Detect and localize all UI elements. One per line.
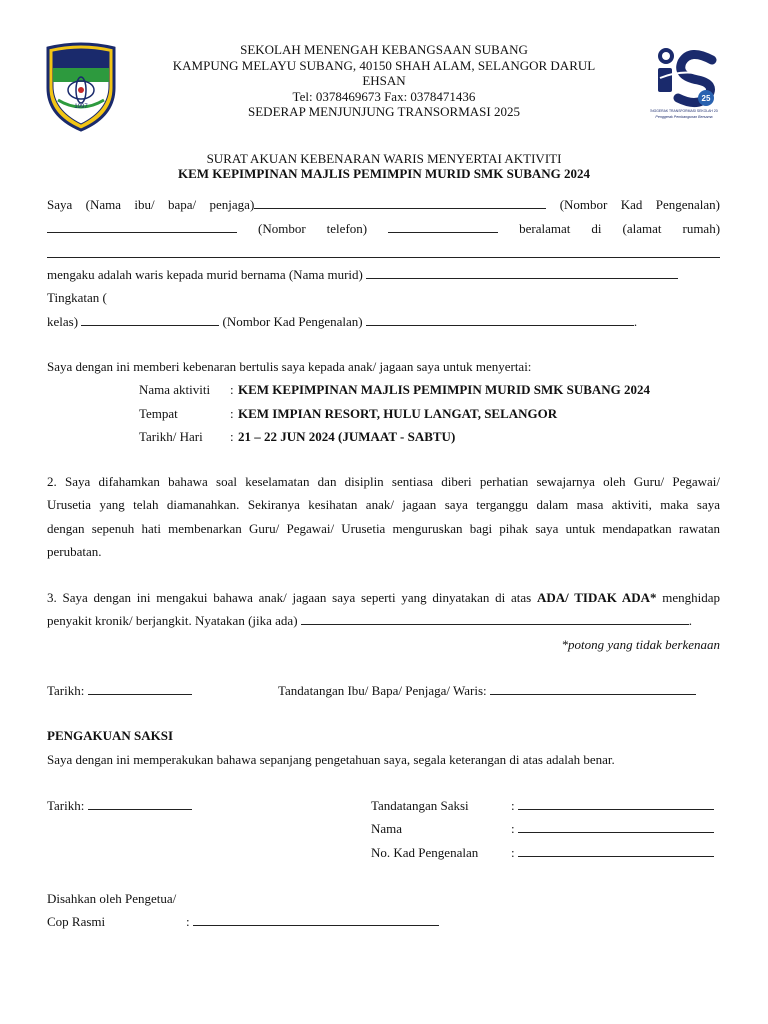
activity-name-value: KEM KEPIMPINAN MAJLIS PEMIMPIN MURID SMK SUBANG 2024: [238, 382, 651, 397]
witness-signature-row: [511, 798, 714, 814]
para2-line-2: Urusetia yang telah diamanahkan. Sekiranya kesihatan anak/ jagaan saya terganggu dalam masa aktiviti, maka saya: [47, 497, 720, 512]
parent-ic-phone-line: [47, 221, 720, 237]
parent-signature-field[interactable]: [490, 683, 696, 695]
parent-date-label: Tarikh:: [47, 683, 85, 698]
strike-out-note: *potong yang tidak berkenaan: [561, 637, 720, 652]
line-end-period: .: [633, 314, 638, 329]
parent-date-row: [47, 683, 192, 699]
address-label: beralamat di (alamat rumah): [519, 221, 721, 236]
student-name-label: mengaku adalah waris kepada murid bernama (Nama murid): [47, 267, 363, 282]
class-label: kelas): [47, 314, 79, 329]
witness-signature-label: Tandatangan Saksi: [371, 798, 469, 813]
official-stamp-field[interactable]: [193, 914, 439, 926]
witness-date-field[interactable]: [88, 798, 192, 810]
witness-ic-field[interactable]: [518, 845, 714, 857]
phone-field[interactable]: [388, 221, 498, 233]
para3-ada-tidak-ada: ADA/ TIDAK ADA*: [536, 590, 657, 605]
para3-line-2: [47, 613, 720, 629]
form-title: SURAT AKUAN KEBENARAN WARIS MENYERTAI AKTIVITI: [206, 151, 562, 166]
student-ic-label: (Nombor Kad Pengenalan): [222, 314, 363, 329]
class-line: [47, 314, 720, 330]
chronic-disease-field[interactable]: [301, 613, 689, 625]
parent-name-line: [47, 197, 720, 213]
witness-heading: PENGAKUAN SAKSI: [47, 728, 174, 743]
parent-name-label: Saya (Nama ibu/ bapa/ penjaga): [47, 197, 255, 212]
date-day-label: Tarikh/ Hari: [139, 429, 203, 444]
official-stamp-row: [186, 914, 439, 930]
crest-year: 1997: [74, 104, 88, 110]
school-name: SEKOLAH MENENGAH KEBANGSAAN SUBANG: [240, 42, 528, 57]
date-day-value: 21 – 22 JUN 2024 (JUMAAT - SABTU): [238, 429, 456, 444]
student-ic-field[interactable]: [366, 314, 634, 326]
witness-ic-row: [511, 845, 714, 861]
witness-date-row: [47, 798, 192, 814]
para2-line-3: dengan sepenuh hati membenarkan Guru/ Pegawai/ Urusetia menguruskan bagi pihak saya untuk mendapatkan rawatan: [47, 521, 720, 536]
parent-ic-field[interactable]: [47, 221, 237, 233]
logo-caption-1: PENGGERAK TRANSFORMASI SEKOLAH 2025: [650, 109, 718, 113]
para2-line-4: perubatan.: [47, 544, 102, 559]
phone-label: (Nombor telefon): [258, 221, 368, 236]
date-day-colon: :: [230, 429, 234, 444]
parent-signature-label: Tandatangan Ibu/ Bapa/ Penjaga/ Waris:: [278, 683, 487, 698]
school-contact: Tel: 0378469673 Fax: 0378471436: [292, 89, 476, 104]
witness-signature-colon: :: [511, 798, 515, 813]
permission-intro: Saya dengan ini memberi kebenaran bertulis saya kepada anak/ jagaan saya untuk menyertai:: [47, 359, 532, 374]
student-name-line: [47, 267, 720, 283]
official-stamp-label: Cop Rasmi: [47, 914, 106, 929]
school-motto: SEDERAP MENJUNJUNG TRANSORMASI 2025: [248, 104, 520, 119]
logo-number: 25: [701, 94, 711, 103]
parent-signature-row: [278, 683, 696, 699]
para2-line-1: 2. Saya difahamkan bahawa soal keselamatan dan disiplin sentiasa diberi perhatian sewajarnya oleh Guru/ Pegawai/: [47, 474, 720, 489]
activity-name-colon: :: [230, 382, 234, 397]
witness-date-label: Tarikh:: [47, 798, 85, 813]
activity-title: KEM KEPIMPINAN MAJLIS PEMIMPIN MURID SMK SUBANG 2024: [177, 166, 591, 181]
class-field[interactable]: [81, 314, 219, 326]
address-field[interactable]: [47, 257, 720, 258]
school-address-line-2: EHSAN: [362, 73, 406, 88]
witness-name-label: Nama: [371, 821, 403, 836]
parent-ic-label: (Nombor Kad Pengenalan): [559, 197, 721, 212]
parent-name-field[interactable]: [254, 197, 546, 209]
venue-colon: :: [230, 406, 234, 421]
form-level-label: Tingkatan (: [47, 290, 107, 305]
activity-name-label: Nama aktiviti: [139, 382, 211, 397]
chronic-disease-label: penyakit kronik/ berjangkit. Nyatakan (jika ada): [47, 613, 298, 628]
line-end-period-2: .: [688, 613, 693, 628]
witness-name-row: [511, 821, 714, 837]
para3-text-b: menghidap: [662, 590, 721, 605]
witness-name-field[interactable]: [518, 821, 714, 833]
witness-name-colon: :: [511, 821, 515, 836]
venue-value: KEM IMPIAN RESORT, HULU LANGAT, SELANGOR: [238, 406, 558, 421]
para3-line-1: [47, 590, 720, 606]
logo-caption-2: Penggerak Pembangunan Bersama: [655, 115, 713, 119]
parent-date-field[interactable]: [88, 683, 192, 695]
official-stamp-colon: :: [186, 914, 190, 929]
student-name-field[interactable]: [366, 267, 678, 279]
school-address-line-1: KAMPUNG MELAYU SUBANG, 40150 SHAH ALAM, SELANGOR DARUL: [172, 58, 596, 73]
witness-ic-colon: :: [511, 845, 515, 860]
witness-signature-field[interactable]: [518, 798, 714, 810]
witness-ic-label: No. Kad Pengenalan: [371, 845, 479, 860]
para3-text-a: 3. Saya dengan ini mengakui bahawa anak/ jagaan saya seperti yang dinyatakan di atas: [47, 590, 532, 605]
principal-approval-label: Disahkan oleh Pengetua/: [47, 891, 177, 906]
witness-statement: Saya dengan ini memperakukan bahawa sepanjang pengetahuan saya, segala keterangan di atas adalah benar.: [47, 752, 615, 767]
venue-label: Tempat: [139, 406, 178, 421]
